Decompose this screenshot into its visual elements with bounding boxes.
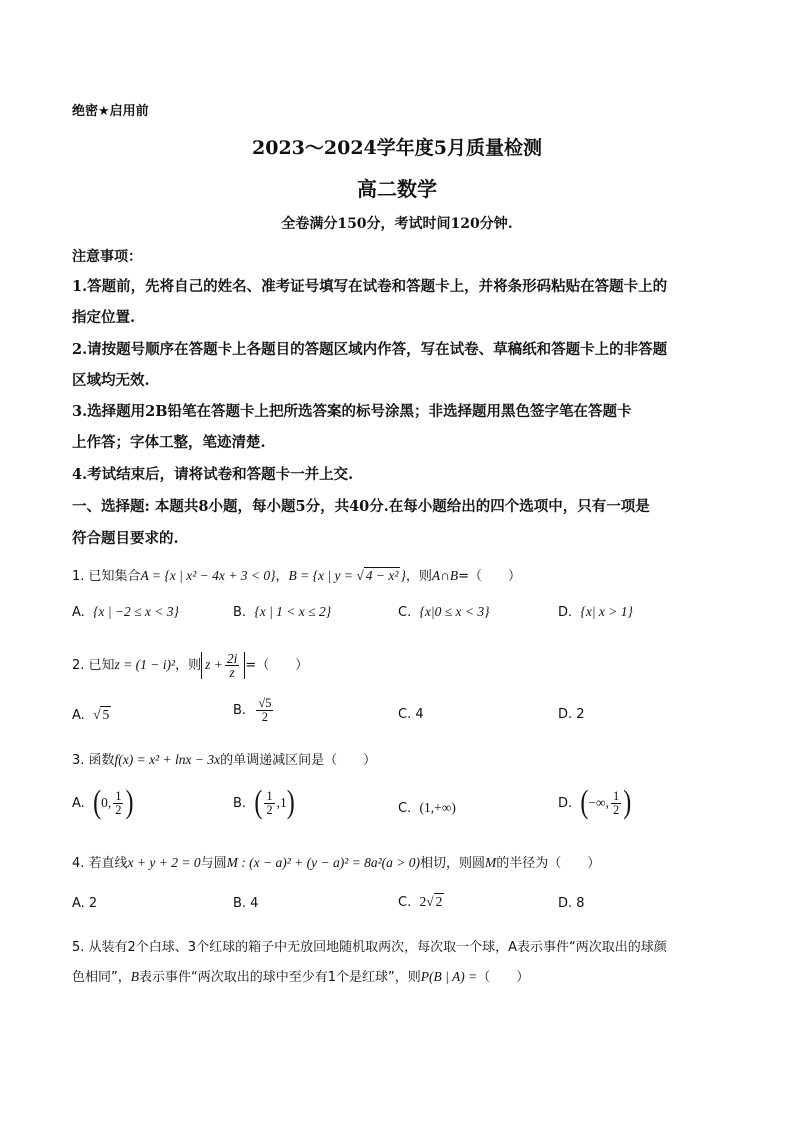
confidential-label: 绝密★启用前 (72, 104, 149, 119)
question-4-option-a[interactable]: A. 2 (72, 896, 98, 911)
question-2-option-a[interactable]: A. √ 5 (72, 707, 110, 723)
question-1-stem: 1. 已知集合A = {x | x² − 4x + 3 < 0}，B = {x | y = √ 4 − x² }，则A∩B=（ ） (72, 568, 522, 584)
question-4-stem: 4. 若直线x + y + 2 = 0与圆M : (x − a)² + (y − a)² = 8a²(a > 0)相切，则圆M的半径为（ ） (72, 855, 601, 871)
question-5-stem-line2: 色相同”，B表示事件“两次取出的球中至少有1个是红球”，则P(B | A) =（ ） (72, 969, 530, 985)
question-2-stem: 2. 已知z = (1 − i)²，则 z + $\frac{2i}{z}$ =（ ） (72, 651, 309, 680)
question-2-option-b[interactable]: B. $\frac{√5}{2}$ (233, 696, 272, 724)
section-heading: 符合题目要求的. (72, 530, 179, 547)
score-time-info: 全卷满分150分，考试时间120分钟. (281, 216, 513, 232)
notice-line: 区域均无效. (72, 372, 150, 389)
notice-line: 3.选择题用2B铅笔在答题卡上把所选答案的标号涂黑；非选择题用黑色签字笔在答题卡 (72, 403, 632, 420)
notice-heading: 注意事项： (72, 249, 142, 265)
question-3-option-c[interactable]: C. (1,+∞) (398, 800, 456, 816)
question-1-option-b[interactable]: B. {x | 1 < x ≤ 2} (233, 604, 332, 620)
question-1-option-c[interactable]: C. {x|0 ≤ x < 3} (398, 604, 490, 620)
question-3-option-d[interactable]: D. (−∞, $\frac{1}{2}$ ) (558, 785, 632, 821)
question-1-option-d[interactable]: D. {x| x > 1} (558, 604, 633, 620)
notice-line: 上作答；字体工整，笔迹清楚. (72, 434, 266, 451)
question-3-option-a[interactable]: A. (0, $\frac{1}{2}$ ) (72, 785, 134, 821)
question-4-option-d[interactable]: D. 8 (558, 896, 585, 911)
notice-line: 2.请按题号顺序在答题卡上各题目的答题区域内作答，写在试卷、草稿纸和答题卡上的非答题 (72, 341, 668, 358)
question-3-stem: 3. 函数f(x) = x² + lnx − 3x的单调递减区间是（ ） (72, 752, 377, 768)
question-5-stem-line1: 5. 从装有2个白球、3个红球的箱子中无放回地随机取两次，每次取一个球，A表示事件“两次取出的球颜 (72, 940, 667, 955)
question-4-option-c[interactable]: C. 2√ 2 (398, 894, 443, 910)
exam-title: 2023～2024学年度5月质量检测 (252, 137, 542, 159)
section-heading: 一、选择题: 本题共8小题，每小题5分，共40分.在每小题给出的四个选项中，只有一项是 (72, 498, 650, 515)
question-1-option-a[interactable]: A. {x | −2 ≤ x < 3} (72, 604, 179, 620)
notice-line: 1.答题前，先将自己的姓名、准考证号填写在试卷和答题卡上，并将条形码粘贴在答题卡上的 (72, 278, 668, 295)
question-2-option-c[interactable]: C. 4 (398, 707, 424, 722)
question-3-option-b[interactable]: B. ( $\frac{1}{2}$ ,1) (233, 785, 295, 821)
notice-line: 4.考试结束后，请将试卷和答题卡一并上交. (72, 466, 354, 483)
exam-subject: 高二数学 (357, 177, 437, 201)
question-4-option-b[interactable]: B. 4 (233, 896, 259, 911)
notice-line: 指定位置. (72, 309, 136, 326)
question-2-option-d[interactable]: D. 2 (558, 707, 585, 722)
